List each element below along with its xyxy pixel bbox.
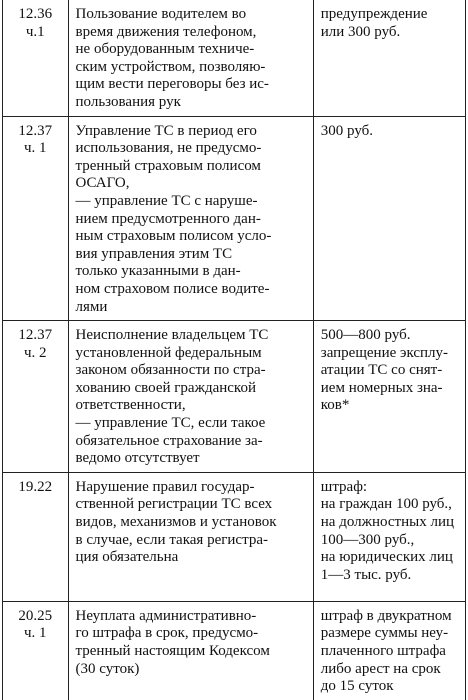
article-number: 20.25	[18, 607, 53, 624]
violation-text-line: обязательное страхование за-	[75, 432, 263, 449]
violation-text-line: — управление ТС с наруше-	[75, 192, 258, 209]
violation-text-line: Управление ТС в период его	[75, 122, 257, 139]
violation-text-line: законом обязанности по стра-	[75, 362, 266, 379]
article-number: 12.37	[18, 122, 53, 139]
article-part: ч. 2	[23, 344, 47, 361]
penalty-text-line: либо арест на срок	[320, 660, 441, 677]
penalty-text-line: ием номерных зна-	[320, 379, 443, 396]
table-row	[3, 601, 466, 699]
violation-text-line: Неисполнение владельцем ТС	[75, 327, 269, 344]
penalty-text-line: штраф:	[320, 478, 368, 495]
violation-text-line: ном страховом полисе водите-	[75, 280, 270, 297]
penalty-text-line: штраф в двукратном	[320, 607, 452, 624]
penalty-text-line: ков*	[320, 397, 350, 414]
penalty-text-line: запрещение эксплу-	[320, 344, 449, 361]
violation-text-line: ведомо отсутствует	[75, 450, 200, 467]
violation-text-line: лями	[75, 298, 108, 315]
article-cell	[3, 601, 69, 699]
article-part: ч. 1	[23, 625, 47, 642]
violation-text-line: — управление ТС, если такое	[75, 415, 266, 432]
table-row	[3, 472, 466, 601]
violation-text-line: (30 суток)	[75, 660, 140, 677]
table-row	[3, 116, 466, 321]
penalty-text-line: размере суммы неу-	[320, 625, 449, 642]
article-number: 19.22	[18, 478, 53, 495]
penalty-cell	[313, 0, 465, 116]
article-cell	[3, 321, 69, 473]
violation-text-line: не оборудованным техниче-	[75, 41, 255, 58]
penalty-text-line: атации ТС со снят-	[320, 362, 443, 379]
violation-text-line: Пользование водителем во	[75, 6, 247, 22]
violation-cell	[68, 601, 313, 699]
penalty-text-line: до 15 суток	[320, 678, 394, 695]
penalty-text-line: на граждан 100 руб.,	[320, 496, 452, 513]
violation-text-line: тренный настоящим Кодексом	[75, 643, 270, 660]
violation-text-line: щим вести переговоры без ис-	[75, 76, 269, 93]
violation-text-line: Нарушение правил государ-	[75, 478, 255, 495]
penalty-text-line: на должностных лиц	[320, 514, 454, 531]
violation-text-line: в случае, если такая регистра-	[75, 531, 268, 548]
article-cell	[3, 0, 69, 116]
article-part: ч. 1	[23, 140, 47, 157]
violation-text-line: нием предусмотренного дан-	[75, 210, 261, 227]
violation-text-line: ным страховым полисом усло-	[75, 228, 272, 245]
penalty-cell	[313, 601, 465, 699]
article-cell	[3, 116, 69, 321]
violation-text-line: использования, не предусмо-	[75, 140, 262, 157]
article-number: 12.37	[18, 327, 53, 344]
violation-text-line: ответственности,	[75, 397, 186, 414]
violation-text-line: ция обязательна	[75, 549, 179, 566]
violation-text-line: только указанными в дан-	[75, 263, 241, 280]
penalty-text-line: плаченного штрафа	[320, 643, 446, 660]
penalty-text-line: 1—3 тыс. руб.	[320, 566, 412, 583]
violation-cell	[68, 472, 313, 601]
penalty-text-line: 100—300 руб.,	[320, 531, 415, 548]
violation-cell	[68, 116, 313, 321]
violation-text-line: Неуплата административно-	[75, 607, 257, 624]
violation-text-line: пользования рук	[75, 93, 181, 110]
violation-text-line: установленной федеральным	[75, 344, 262, 361]
violation-cell	[68, 321, 313, 473]
violation-text-line: видов, механизмов и установок	[75, 514, 277, 531]
violation-text-line: хованию своей гражданской	[75, 379, 256, 396]
violation-text-line: ственной регистрации ТС всех	[75, 496, 273, 513]
violation-text-line: ОСАГО,	[75, 175, 130, 192]
penalty-cell	[313, 321, 465, 473]
violation-text-line: вия управления этим ТС	[75, 245, 233, 262]
violation-cell	[68, 0, 313, 116]
violation-text-line: тренный страховым полисом	[75, 157, 261, 174]
penalty-cell	[313, 472, 465, 601]
penalty-text-line: на юридических лиц	[320, 549, 453, 566]
fines-table	[2, 0, 466, 700]
penalty-text-line: предупреждение	[320, 6, 428, 22]
table-row	[3, 0, 466, 116]
violation-text-line: время движения телефоном,	[75, 23, 257, 40]
penalty-text-line: или 300 руб.	[320, 23, 401, 40]
violation-text-line: ским устройством, позволяю-	[75, 58, 266, 75]
article-part: ч.1	[25, 23, 45, 40]
penalty-cell	[313, 116, 465, 321]
article-number: 12.36	[18, 6, 53, 22]
penalty-text-line: 500—800 руб.	[320, 327, 411, 344]
article-cell	[3, 472, 69, 601]
table-row	[3, 321, 466, 473]
violation-text-line: го штрафа в срок, предусмо-	[75, 625, 259, 642]
penalty-text-line: 300 руб.	[320, 122, 374, 139]
